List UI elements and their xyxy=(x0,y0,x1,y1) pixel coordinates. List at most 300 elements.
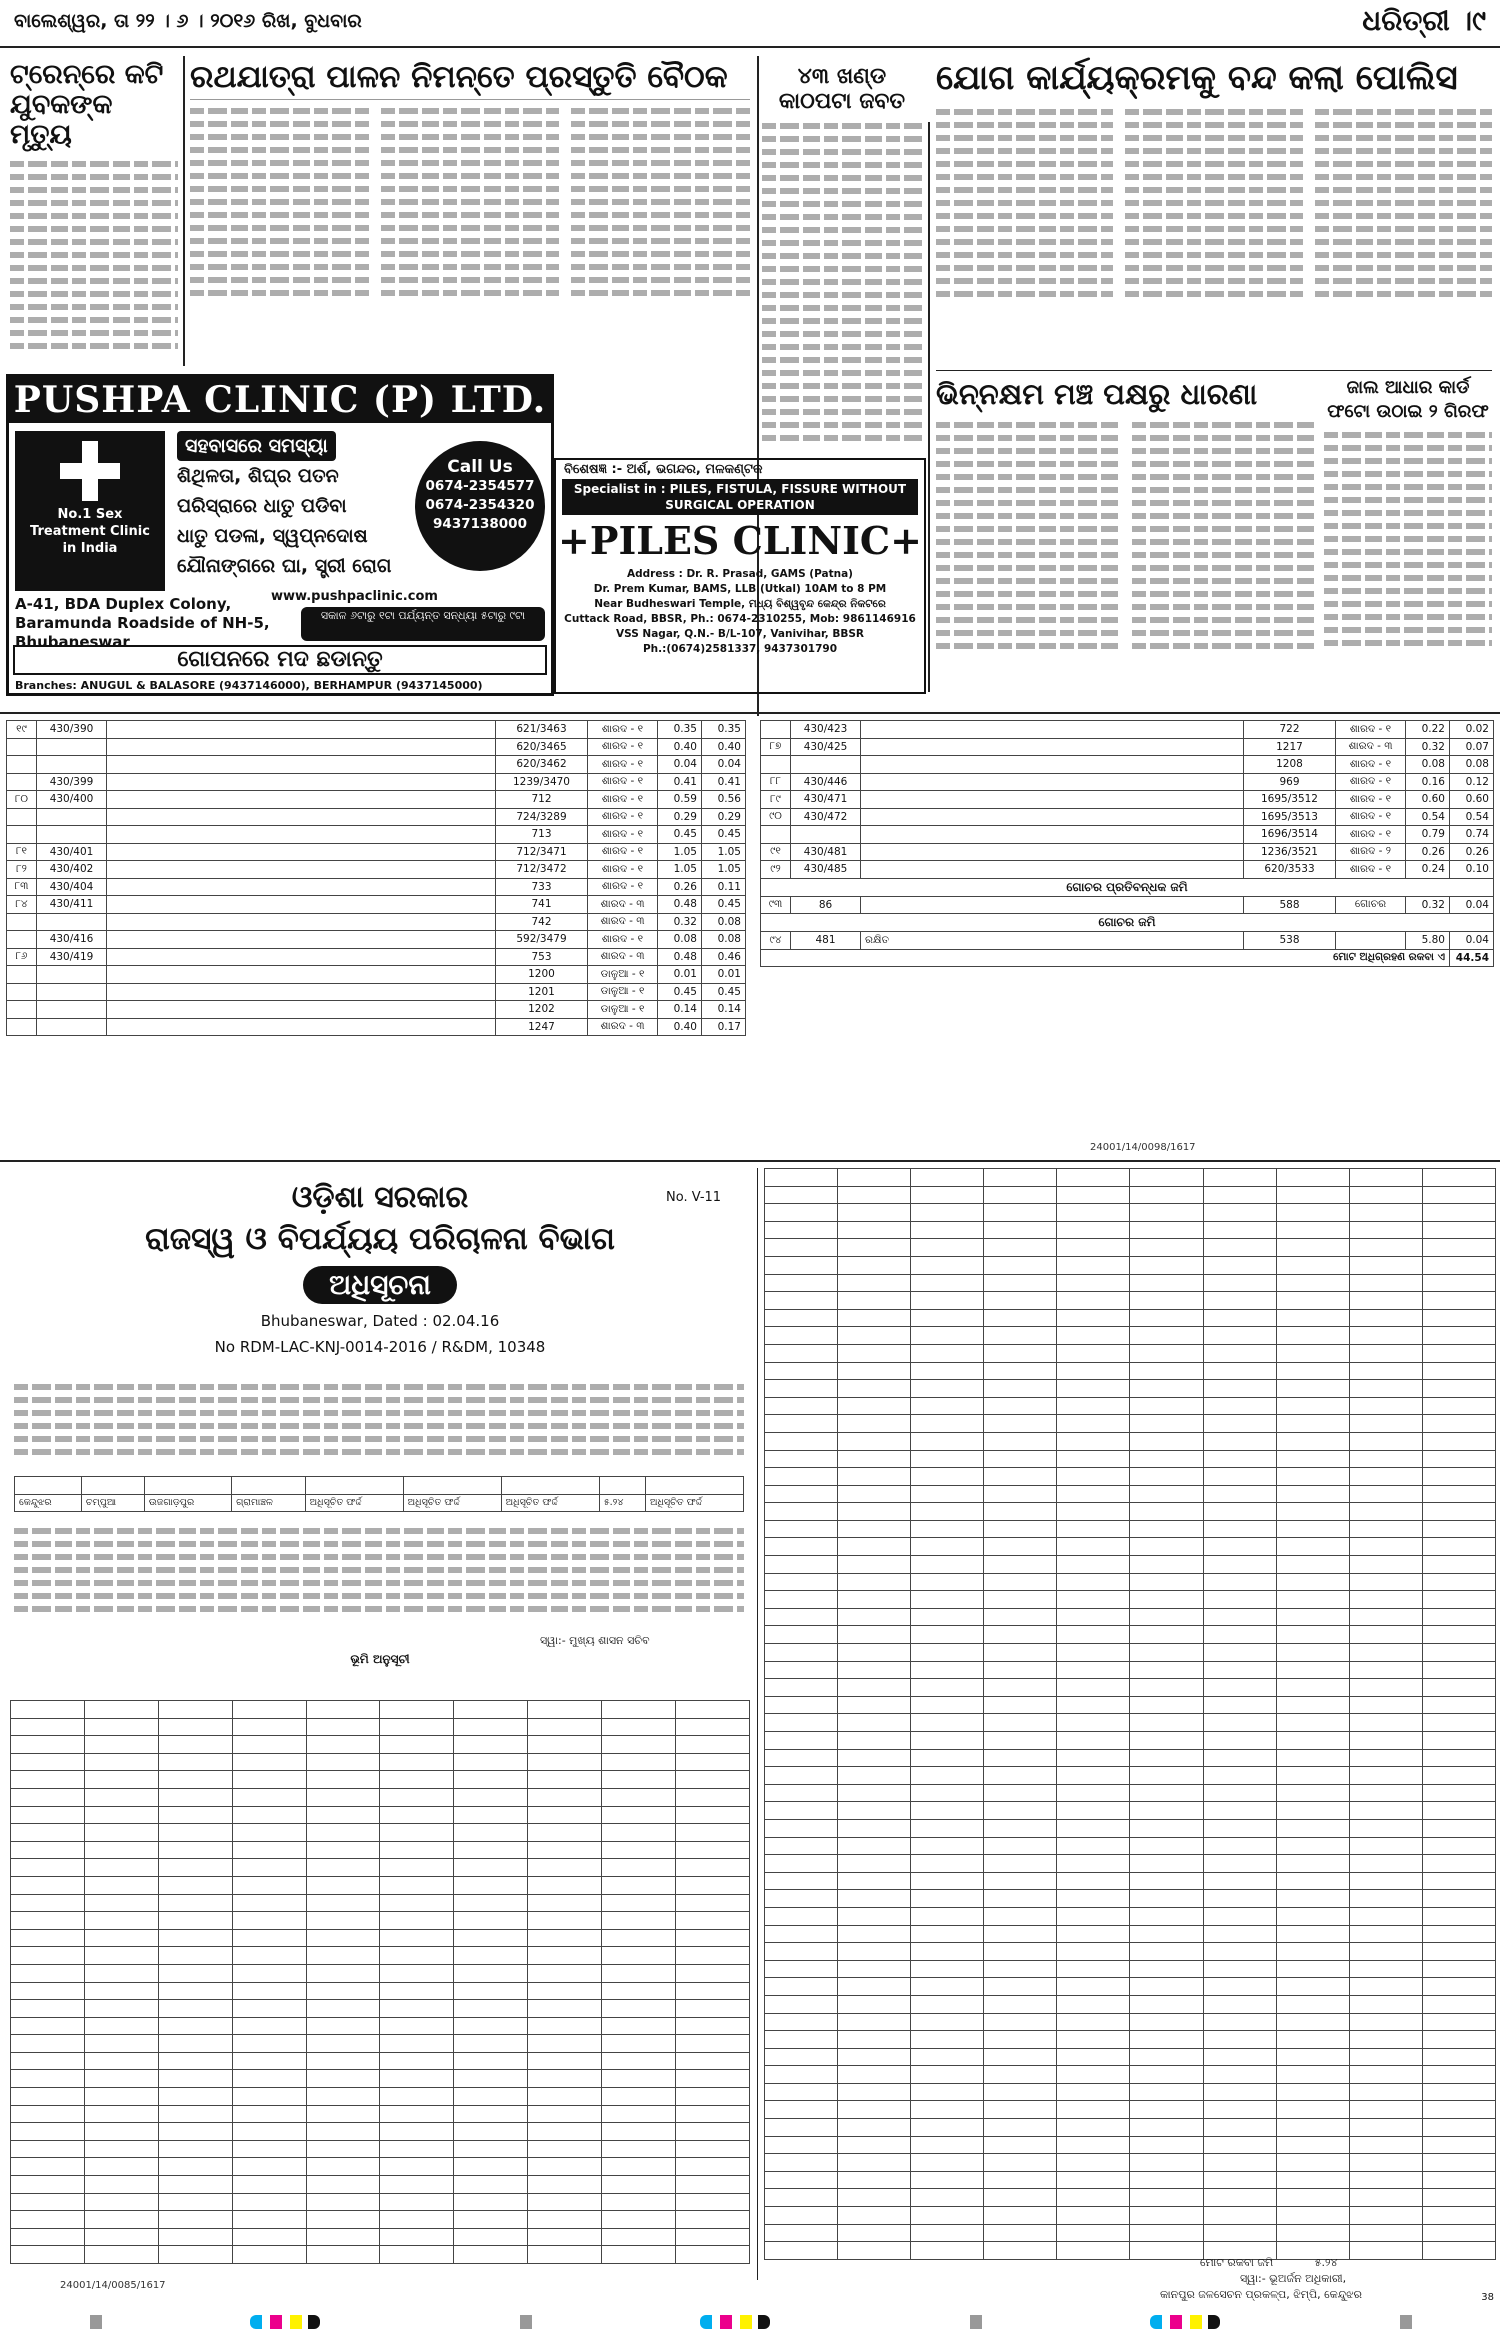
table-cell xyxy=(765,1380,838,1398)
table-cell: 620/3465 xyxy=(496,738,588,756)
table-cell xyxy=(454,1788,528,1806)
table-cell xyxy=(1130,1732,1203,1750)
table-cell xyxy=(380,1947,454,1965)
table-cell xyxy=(1203,1432,1276,1450)
table-cell xyxy=(1276,1256,1349,1274)
table-cell: ଶାରଦ - ୧ xyxy=(588,878,658,896)
table-cell: 1695/3512 xyxy=(1244,791,1336,809)
table-cell xyxy=(1349,1626,1422,1644)
table-cell xyxy=(232,1701,306,1719)
story-body xyxy=(762,123,922,453)
table-cell xyxy=(984,1573,1057,1591)
table-cell: 0.45 xyxy=(658,983,702,1001)
table-cell xyxy=(1276,1943,1349,1961)
schedule-row xyxy=(765,1679,1496,1697)
table-cell xyxy=(1057,1837,1130,1855)
summary-table xyxy=(14,1476,744,1512)
table-cell xyxy=(984,2119,1057,2137)
table-cell xyxy=(1276,1907,1349,1925)
table-cell xyxy=(380,2017,454,2035)
table-cell xyxy=(1349,1819,1422,1837)
table-cell xyxy=(602,2070,676,2088)
table-cell xyxy=(911,1802,984,1820)
table-cell xyxy=(676,2140,750,2158)
table-cell xyxy=(158,1841,232,1859)
table-cell: ୯୧ xyxy=(761,843,791,861)
table-cell xyxy=(1057,1450,1130,1468)
table-cell xyxy=(911,1415,984,1433)
table-cell xyxy=(1130,1696,1203,1714)
table-cell xyxy=(1057,2224,1130,2242)
table-cell xyxy=(454,2000,528,2018)
table-cell: 0.56 xyxy=(702,791,746,809)
table-cell xyxy=(765,1644,838,1662)
table-cell xyxy=(107,826,496,844)
table-cell: 0.41 xyxy=(702,773,746,791)
table-cell xyxy=(838,1538,911,1556)
table-cell xyxy=(158,1894,232,1912)
table-cell xyxy=(1276,1784,1349,1802)
table-cell xyxy=(11,1824,85,1842)
ad-specialty-odia: ବିଶେଷଜ୍ଞ :- ଅର୍ଶ, ଭଗନ୍ଦର, ମଳକଣ୍ଟକ xyxy=(564,462,763,477)
table-cell xyxy=(1057,2207,1130,2225)
table-cell xyxy=(1349,1327,1422,1345)
table-cell xyxy=(380,1736,454,1754)
table-cell xyxy=(838,1415,911,1433)
table-cell xyxy=(1130,1907,1203,1925)
table-cell xyxy=(454,2140,528,2158)
table-cell xyxy=(306,2017,380,2035)
schedule-row xyxy=(765,1872,1496,1890)
table-cell xyxy=(1422,1292,1495,1310)
table-cell xyxy=(1130,1978,1203,1996)
table-cell xyxy=(380,1964,454,1982)
table-cell: 1696/3514 xyxy=(1244,826,1336,844)
table-cell xyxy=(765,1661,838,1679)
table-cell xyxy=(765,1221,838,1239)
table-cell: 0.40 xyxy=(702,738,746,756)
table-cell xyxy=(1203,1732,1276,1750)
table-cell xyxy=(984,1239,1057,1257)
table-cell xyxy=(838,1661,911,1679)
table-row xyxy=(7,756,746,774)
cell xyxy=(403,1477,501,1495)
table-cell xyxy=(84,1947,158,1965)
table-cell xyxy=(232,1964,306,1982)
table-cell xyxy=(984,1344,1057,1362)
table-cell: 1236/3521 xyxy=(1244,843,1336,861)
table-cell xyxy=(1422,1327,1495,1345)
table-cell xyxy=(1422,1784,1495,1802)
table-cell xyxy=(454,2088,528,2106)
table-cell xyxy=(1349,1344,1422,1362)
schedule-row xyxy=(765,1344,1496,1362)
table-cell xyxy=(765,1784,838,1802)
table-cell xyxy=(1203,2224,1276,2242)
table-cell xyxy=(676,1771,750,1789)
notification-ref: No RDM-LAC-KNJ-0014-2016 / R&DM, 10348 xyxy=(214,1338,546,1356)
table-cell xyxy=(1057,1907,1130,1925)
table-cell: 0.48 xyxy=(658,896,702,914)
table-cell xyxy=(380,2246,454,2264)
table-cell: 0.07 xyxy=(1450,738,1494,756)
table-cell xyxy=(1203,1450,1276,1468)
table-cell xyxy=(158,1806,232,1824)
table-cell xyxy=(765,1415,838,1433)
table-cell xyxy=(1276,1626,1349,1644)
table-cell xyxy=(1422,2242,1495,2260)
table-cell xyxy=(84,1736,158,1754)
table-cell xyxy=(232,2052,306,2070)
table-row xyxy=(761,932,1494,950)
table-cell xyxy=(454,1824,528,1842)
table-cell xyxy=(1349,1855,1422,1873)
table-cell xyxy=(306,1753,380,1771)
table-cell xyxy=(984,1169,1057,1187)
table-cell xyxy=(528,1859,602,1877)
table-cell xyxy=(838,2119,911,2137)
table-cell xyxy=(1130,1169,1203,1187)
phone: 9437138000 xyxy=(433,516,527,532)
table-cell xyxy=(11,1964,85,1982)
column-rule xyxy=(928,122,930,692)
table-cell: ଶାରଦ - ୧ xyxy=(588,738,658,756)
table-cell xyxy=(1203,2154,1276,2172)
table-cell xyxy=(84,1718,158,1736)
table-cell: 430/481 xyxy=(791,843,861,861)
table-cell: ଶାରଦ - ୩ xyxy=(588,896,658,914)
table-cell xyxy=(911,1943,984,1961)
table-cell xyxy=(765,1450,838,1468)
table-cell xyxy=(1203,1538,1276,1556)
table-cell xyxy=(791,756,861,774)
table-cell xyxy=(1203,1890,1276,1908)
table-row xyxy=(7,1018,746,1036)
schedule-row xyxy=(11,1771,750,1789)
table-row xyxy=(7,931,746,949)
section-label: ଗୋଚର ଜମି xyxy=(761,914,1494,932)
table-cell: 0.60 xyxy=(1450,791,1494,809)
table-cell xyxy=(1130,1960,1203,1978)
table-cell: 0.08 xyxy=(702,931,746,949)
table-cell xyxy=(454,2158,528,2176)
table-cell xyxy=(1203,1802,1276,1820)
masthead xyxy=(0,0,1500,48)
dept-name: ରାଜସ୍ୱ ଓ ବିପର୍ଯ୍ୟୟ ପରିଚାଳନା ବିଭାଗ xyxy=(145,1221,615,1257)
table-cell xyxy=(602,1859,676,1877)
table-cell xyxy=(838,1679,911,1697)
table-cell: ରକ୍ଷିତ xyxy=(861,932,1244,950)
table-cell xyxy=(1057,1679,1130,1697)
table-cell xyxy=(765,1819,838,1837)
table-cell xyxy=(306,2035,380,2053)
table-cell xyxy=(838,2031,911,2049)
table-cell xyxy=(84,1912,158,1930)
table-cell xyxy=(1276,1925,1349,1943)
table-cell xyxy=(380,1859,454,1877)
ad-doctor: Dr. Prem Kumar, BAMS, LLB (Utkal) 10AM to 8 PM xyxy=(593,583,887,595)
table-cell xyxy=(602,2176,676,2194)
table-cell xyxy=(911,1292,984,1310)
table-cell xyxy=(1276,1978,1349,1996)
table-cell xyxy=(107,878,496,896)
story-bhinnakshama xyxy=(936,378,1316,678)
cell xyxy=(305,1477,403,1495)
table-cell xyxy=(765,1520,838,1538)
table-cell: 592/3479 xyxy=(496,931,588,949)
table-cell xyxy=(984,2083,1057,2101)
table-cell xyxy=(1349,1432,1422,1450)
table-cell xyxy=(984,2101,1057,2119)
table-cell xyxy=(838,1696,911,1714)
table-cell xyxy=(911,1767,984,1785)
table-cell xyxy=(984,1872,1057,1890)
table-cell xyxy=(380,1982,454,2000)
dateline: ବାଲେଶ୍ୱର, ତା ୨୨ । ୬ । ୨୦୧୬ ରିଖ, ବୁଧବାର xyxy=(14,10,362,32)
table-cell xyxy=(158,1736,232,1754)
table-cell xyxy=(911,1485,984,1503)
schedule-row xyxy=(11,1841,750,1859)
table-cell xyxy=(838,1380,911,1398)
table-cell: ଶାରଦ - ୩ xyxy=(588,1018,658,1036)
story-kathpata xyxy=(762,64,922,453)
table-cell xyxy=(984,1943,1057,1961)
table-cell xyxy=(602,2246,676,2264)
table-cell xyxy=(1203,1169,1276,1187)
schedule-row xyxy=(765,1520,1496,1538)
table-cell xyxy=(1130,2031,1203,2049)
ad-services xyxy=(177,431,417,581)
table-cell xyxy=(1422,1978,1495,1996)
table-cell xyxy=(676,2000,750,2018)
table-cell xyxy=(838,1890,911,1908)
table-cell xyxy=(1422,1819,1495,1837)
paper-name: ଧରିତ୍ରୀ ।୯ xyxy=(1362,4,1486,37)
table-cell xyxy=(1276,2066,1349,2084)
table-cell xyxy=(158,2176,232,2194)
schedule-row xyxy=(765,2031,1496,2049)
table-cell xyxy=(1130,1837,1203,1855)
table-cell xyxy=(602,1912,676,1930)
table-cell xyxy=(232,2140,306,2158)
table-cell xyxy=(761,756,791,774)
table-cell xyxy=(1203,1626,1276,1644)
table-cell: 0.22 xyxy=(1406,721,1450,739)
table-cell xyxy=(1130,2154,1203,2172)
table-cell xyxy=(1203,1819,1276,1837)
ad-road: Cuttack Road, BBSR, Ph.: 0674-2310255, Mob: 9861146916 xyxy=(564,613,916,625)
table-row xyxy=(761,773,1494,791)
schedule-table-left xyxy=(10,1700,750,2264)
table-row xyxy=(761,861,1494,879)
cell xyxy=(232,1477,306,1495)
table-cell xyxy=(838,1767,911,1785)
table-cell xyxy=(1130,2136,1203,2154)
table-cell xyxy=(37,913,107,931)
medical-cross-icon xyxy=(60,441,120,501)
table-cell xyxy=(84,2035,158,2053)
table-cell xyxy=(1057,1485,1130,1503)
table-cell xyxy=(84,1771,158,1789)
table-cell xyxy=(528,2228,602,2246)
table-cell xyxy=(602,1982,676,2000)
table-cell xyxy=(380,1806,454,1824)
table-cell xyxy=(1422,1644,1495,1662)
table-row xyxy=(761,721,1494,739)
table-cell xyxy=(1422,1432,1495,1450)
story-body xyxy=(936,109,1492,345)
table-cell xyxy=(1203,1344,1276,1362)
table-cell xyxy=(528,2193,602,2211)
table-cell xyxy=(1057,1802,1130,1820)
table-cell xyxy=(911,1626,984,1644)
table-cell xyxy=(765,1608,838,1626)
table-row xyxy=(7,721,746,739)
table-cell xyxy=(838,1239,911,1257)
ad-title: PUSHPA CLINIC (P) LTD. xyxy=(9,377,551,423)
table-cell xyxy=(1130,1538,1203,1556)
table-cell: ଶାରଦ - ୧ xyxy=(1336,791,1406,809)
table-cell xyxy=(84,2000,158,2018)
table-cell xyxy=(1276,1679,1349,1697)
table-cell xyxy=(1349,1644,1422,1662)
table-cell xyxy=(306,1859,380,1877)
table-cell xyxy=(602,1876,676,1894)
table-cell xyxy=(1130,2066,1203,2084)
table-cell xyxy=(1203,1696,1276,1714)
table-cell xyxy=(765,1626,838,1644)
table-cell xyxy=(602,1753,676,1771)
column-rule xyxy=(183,56,185,366)
table-cell xyxy=(306,1929,380,1947)
table-cell xyxy=(1422,1380,1495,1398)
land-table-left xyxy=(6,720,746,1036)
table-cell xyxy=(454,1859,528,1877)
table-cell xyxy=(1057,2083,1130,2101)
table-cell: ଗୋଚର xyxy=(1336,896,1406,914)
table-cell xyxy=(11,2140,85,2158)
table-cell xyxy=(1276,2101,1349,2119)
table-cell xyxy=(528,1736,602,1754)
table-cell xyxy=(1130,1749,1203,1767)
table-cell xyxy=(11,1982,85,2000)
table-cell xyxy=(454,2035,528,2053)
print-mark xyxy=(90,2315,102,2329)
table-cell xyxy=(1276,1556,1349,1574)
call-label: Call Us xyxy=(447,457,513,477)
table-cell xyxy=(11,1736,85,1754)
color-bar xyxy=(1150,2315,1220,2329)
table-cell xyxy=(1057,2013,1130,2031)
table-cell xyxy=(158,2246,232,2264)
table-cell: ଗ୍ରାମାଞ୍ଚଳ xyxy=(232,1494,306,1512)
table-cell xyxy=(984,2224,1057,2242)
print-mark xyxy=(970,2315,982,2329)
table-cell xyxy=(1203,1520,1276,1538)
signer: ସ୍ୱା:- ମୁଖ୍ୟ ଶାସନ ସଚିବ xyxy=(540,1634,650,1647)
table-cell xyxy=(1203,2119,1276,2137)
table-cell xyxy=(765,2207,838,2225)
table-cell xyxy=(602,2088,676,2106)
schedule-row xyxy=(765,2048,1496,2066)
table-cell: 430/416 xyxy=(37,931,107,949)
table-cell xyxy=(1422,1714,1495,1732)
table-cell xyxy=(838,1943,911,1961)
table-cell xyxy=(676,2211,750,2229)
table-cell xyxy=(454,1982,528,2000)
table-cell xyxy=(7,738,37,756)
table-cell xyxy=(1349,2242,1422,2260)
table-cell xyxy=(1349,1274,1422,1292)
table-cell xyxy=(765,2224,838,2242)
table-cell xyxy=(1057,1626,1130,1644)
table-cell xyxy=(454,2017,528,2035)
table-row xyxy=(7,948,746,966)
story-headline: ଯୋଗ କାର୍ଯ୍ୟକ୍ରମକୁ ବନ୍ଦ କଲା ପୋଲିସ xyxy=(936,58,1458,98)
table-cell xyxy=(1130,1344,1203,1362)
table-cell xyxy=(1276,1274,1349,1292)
table-cell xyxy=(911,2171,984,2189)
table-cell xyxy=(1349,2189,1422,2207)
table-cell xyxy=(84,1876,158,1894)
table-cell xyxy=(1422,1749,1495,1767)
table-cell xyxy=(11,1876,85,1894)
table-cell xyxy=(454,2246,528,2264)
table-cell: 0.29 xyxy=(658,808,702,826)
table-cell xyxy=(838,1907,911,1925)
table-cell: 713 xyxy=(496,826,588,844)
schedule-row xyxy=(765,1292,1496,1310)
table-cell xyxy=(602,1718,676,1736)
column-rule xyxy=(757,1168,758,2280)
table-cell: 0.32 xyxy=(658,913,702,931)
schedule-row xyxy=(11,1859,750,1877)
table-cell xyxy=(11,1929,85,1947)
table-cell xyxy=(1130,2119,1203,2137)
table-cell xyxy=(911,1855,984,1873)
table-cell xyxy=(984,1415,1057,1433)
table-cell: 1208 xyxy=(1244,756,1336,774)
table-cell xyxy=(158,2158,232,2176)
schedule-row xyxy=(11,2035,750,2053)
table-cell xyxy=(1349,2154,1422,2172)
table-cell: 430/471 xyxy=(791,791,861,809)
table-cell xyxy=(1349,1485,1422,1503)
table-cell xyxy=(11,1771,85,1789)
schedule-row xyxy=(11,2176,750,2194)
table-cell xyxy=(1349,2171,1422,2189)
table-cell xyxy=(528,1841,602,1859)
table-cell xyxy=(232,1982,306,2000)
table-cell xyxy=(84,2140,158,2158)
table-cell xyxy=(528,2052,602,2070)
service-item: ପରିସ୍ରାରେ ଧାତୁ ପଡିବା xyxy=(177,495,347,517)
story-headline: ଟ୍ରେନ୍‌ରେ କଟି ଯୁବକଙ୍କ ମୃତ୍ୟୁ xyxy=(10,59,164,151)
table-cell xyxy=(232,2158,306,2176)
schedule-row xyxy=(11,2140,750,2158)
table-cell xyxy=(1422,1732,1495,1750)
table-cell: 0.14 xyxy=(702,1001,746,1019)
table-cell xyxy=(911,2048,984,2066)
table-cell xyxy=(1057,1327,1130,1345)
table-cell xyxy=(84,1929,158,1947)
schedule-row xyxy=(765,1432,1496,1450)
table-cell xyxy=(838,1819,911,1837)
table-cell: 0.02 xyxy=(1450,721,1494,739)
table-cell: 0.08 xyxy=(658,931,702,949)
table-cell xyxy=(528,1788,602,1806)
table-cell xyxy=(1130,1556,1203,1574)
